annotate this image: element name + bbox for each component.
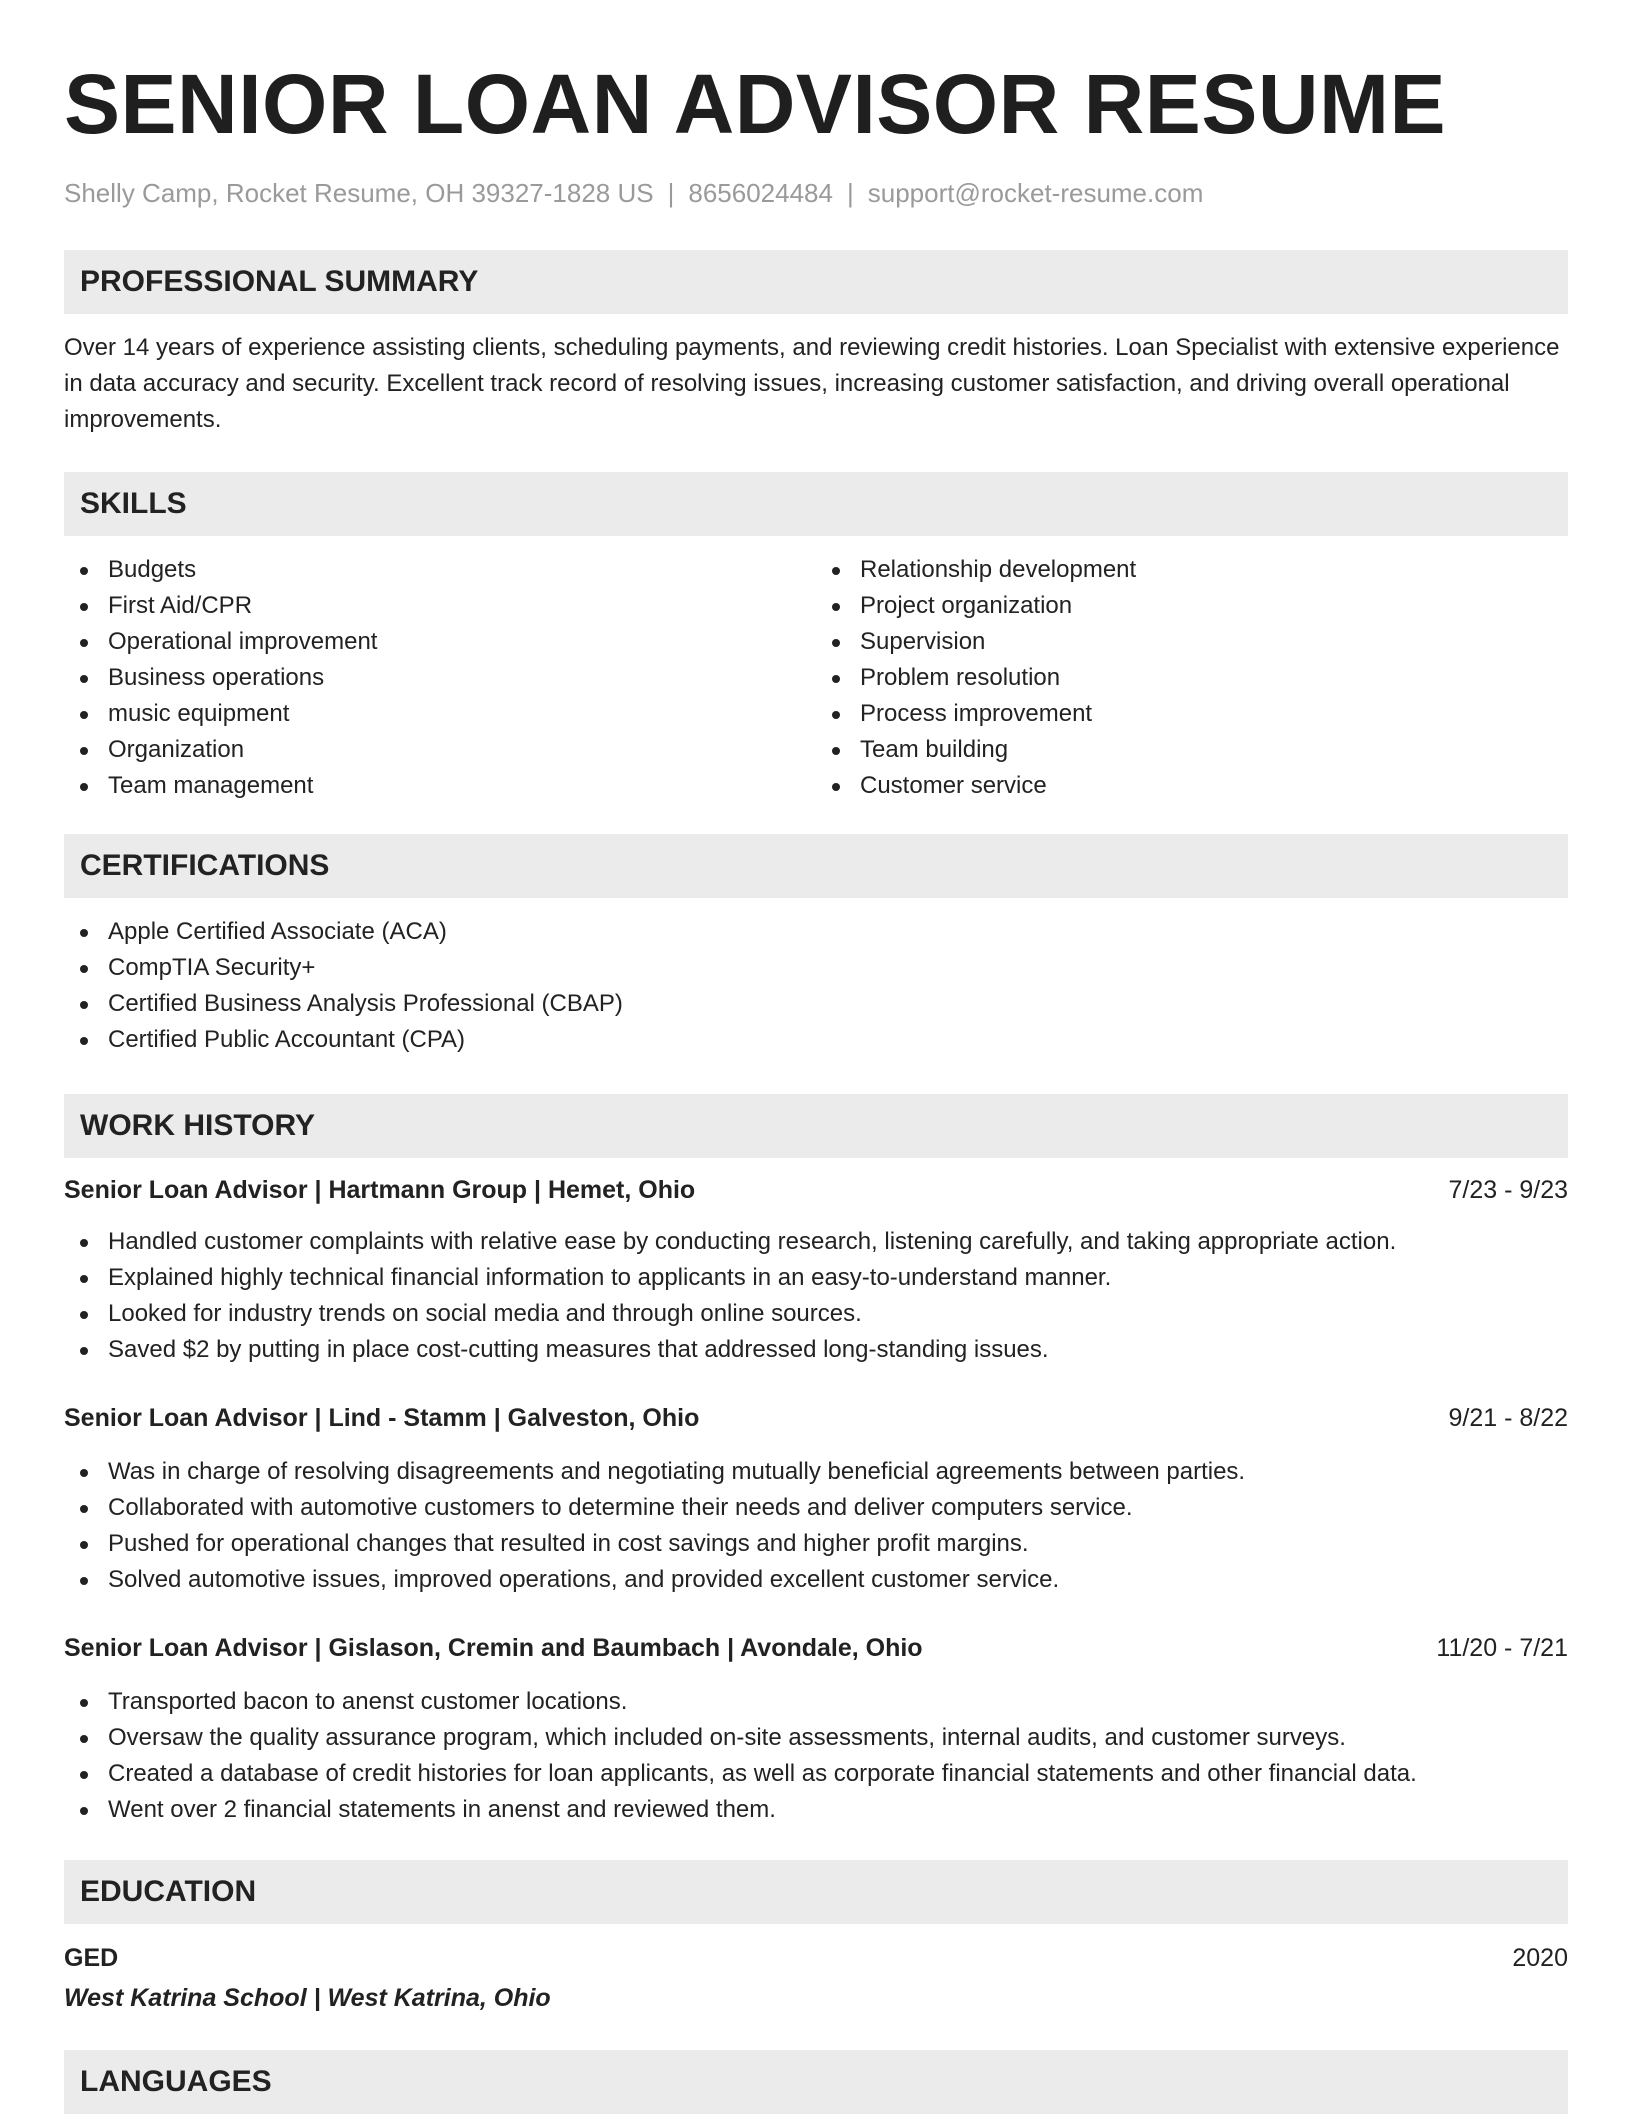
job-title: Senior Loan Advisor | Hartmann Group | Hemet, Ohio [64,1176,696,1204]
job-bullet: Went over 2 financial statements in anenst and reviewed them. [64,1792,1568,1828]
certification-item: Certified Public Accountant (CPA) [64,1022,1568,1058]
contact-line [64,176,1568,210]
skill-item: Project organization [816,588,1568,624]
job-bullets [64,1224,1568,1368]
skills-list-right [816,552,1568,804]
skill-item: Operational improvement [64,624,816,660]
job-bullet: Saved $2 by putting in place cost-cutting measures that addressed long-standing issues. [64,1332,1568,1368]
job-bullet: Pushed for operational changes that resulted in cost savings and higher profit margins. [64,1526,1568,1562]
education-entry [64,1940,1568,2016]
skills-column-right [816,552,1568,804]
education-header [64,1940,1568,1976]
skill-item: Budgets [64,552,816,588]
education-school: West Katrina School | West Katrina, Ohio [64,1984,551,2012]
job-title: Senior Loan Advisor | Lind - Stamm | Galveston, Ohio [64,1404,700,1432]
job-bullet: Was in charge of resolving disagreements and negotiating mutually beneficial agreements between parties. [64,1454,1568,1490]
skill-item: Team building [816,732,1568,768]
job-bullet: Explained highly technical financial information to applicants in an easy-to-understand manner. [64,1260,1568,1296]
contact-separator: | [846,178,854,208]
skill-item: First Aid/CPR [64,588,816,624]
job-header [64,1400,1568,1436]
skill-item: Customer service [816,768,1568,804]
skill-item: Supervision [816,624,1568,660]
skills-grid [64,552,1568,804]
job-bullet: Handled customer complaints with relative ease by conducting research, listening carefully, and taking appropriate action. [64,1224,1568,1260]
job-bullet: Looked for industry trends on social media and through online sources. [64,1296,1568,1332]
job-dates: 9/21 - 8/22 [1448,1404,1568,1432]
job-dates: 11/20 - 7/21 [1436,1634,1568,1662]
job-bullets [64,1684,1568,1828]
summary-text: Over 14 years of experience assisting clients, scheduling payments, and reviewing credit histories. Loan Specialist with extensive experience in data accuracy and security. Excellent track record of resolving issues, increasing customer satisfaction, and driving overall operational improvements. [64,334,1560,433]
education-degree: GED [64,1944,119,1972]
job-entry [64,1172,1568,1368]
job-bullet: Collaborated with automotive customers to determine their needs and deliver computers service. [64,1490,1568,1526]
section-header-education: EDUCATION [64,1860,1568,1924]
contact-phone: 8656024484 [688,178,833,208]
contact-separator: | [667,178,675,208]
job-bullets [64,1454,1568,1598]
skill-item: Team management [64,768,816,804]
job-bullet: Oversaw the quality assurance program, which included on-site assessments, internal audits, and customer surveys. [64,1720,1568,1756]
section-header-languages: LANGUAGES [64,2050,1568,2114]
job-title: Senior Loan Advisor | Gislason, Cremin and Baumbach | Avondale, Ohio [64,1634,923,1662]
skill-item: Problem resolution [816,660,1568,696]
job-header [64,1172,1568,1208]
certifications-list [64,914,1568,1058]
skill-item: Organization [64,732,816,768]
section-header-certifications: CERTIFICATIONS [64,834,1568,898]
section-header-summary: PROFESSIONAL SUMMARY [64,250,1568,314]
job-entry [64,1400,1568,1598]
certification-item: Certified Business Analysis Professional (CBAP) [64,986,1568,1022]
section-header-skills: SKILLS [64,472,1568,536]
job-bullet: Solved automotive issues, improved operations, and provided excellent customer service. [64,1562,1568,1598]
certification-item: Apple Certified Associate (ACA) [64,914,1568,950]
skill-item: Process improvement [816,696,1568,732]
certification-item: CompTIA Security+ [64,950,1568,986]
skill-item: Relationship development [816,552,1568,588]
skills-column-left [64,552,816,804]
education-year: 2020 [1512,1944,1568,1972]
resume-title: SENIOR LOAN ADVISOR RESUME [64,57,1447,151]
job-bullet: Created a database of credit histories for loan applicants, as well as corporate financial statements and other financial data. [64,1756,1568,1792]
skill-item: Business operations [64,660,816,696]
contact-email: support@rocket-resume.com [867,178,1204,208]
section-header-work: WORK HISTORY [64,1094,1568,1158]
skills-list-left [64,552,816,804]
job-dates: 7/23 - 9/23 [1448,1176,1568,1204]
contact-address: Shelly Camp, Rocket Resume, OH 39327-1828 US [64,178,654,208]
job-bullet: Transported bacon to anenst customer locations. [64,1684,1568,1720]
job-entry [64,1630,1568,1828]
job-header [64,1630,1568,1666]
skill-item: music equipment [64,696,816,732]
